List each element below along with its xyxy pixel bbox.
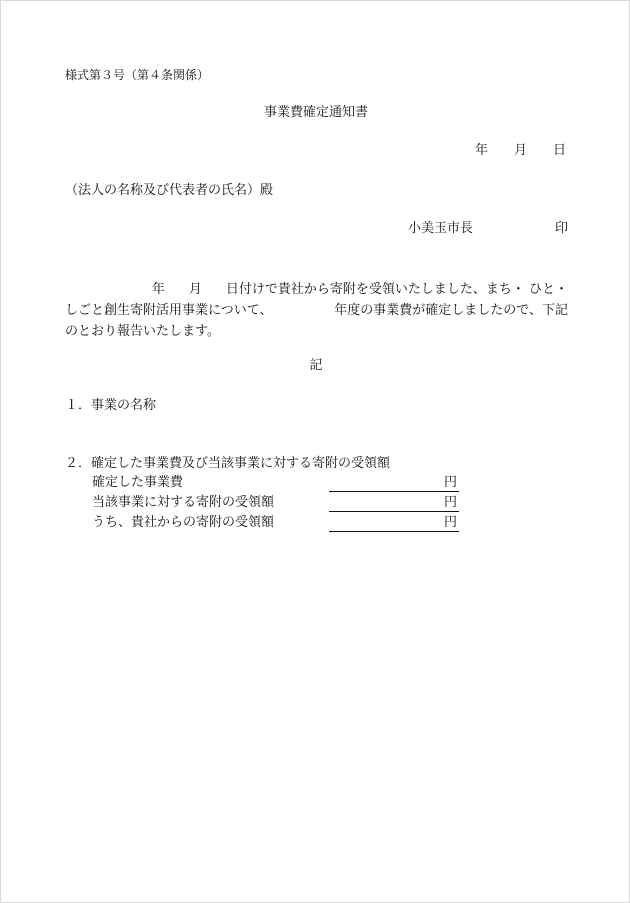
body-line-2-text-a: しごと創生寄附活用事業について、	[65, 303, 273, 318]
item-project-name: １．事業の名称	[65, 398, 157, 413]
body-year-text: 年	[151, 282, 165, 297]
body-line-1-text: 日付けで貴社から寄附を受領いたしました、まち・ ひと・	[225, 282, 568, 297]
yen-unit: 円	[443, 495, 457, 510]
document-title: 事業費確定通知書	[263, 105, 368, 120]
amount-field-confirmed-cost	[329, 475, 459, 492]
body-paragraph	[65, 279, 568, 342]
subitem-confirmed-cost: 確定した事業費	[92, 475, 184, 490]
amount-field-company-donation	[329, 515, 459, 532]
issuer-name: 小美玉市長	[407, 221, 473, 236]
amount-field-donation-received	[329, 495, 459, 512]
form-number: 様式第３号（第４条関係）	[65, 68, 210, 82]
body-line-1	[65, 279, 568, 300]
subitem-donation-received: 当該事業に対する寄附の受領額	[92, 495, 275, 510]
body-line-2	[65, 300, 568, 321]
body-line-2-text-b: 年度の事業費が確定しましたので、下記	[334, 303, 568, 318]
date-field	[475, 143, 566, 159]
yen-unit: 円	[443, 475, 457, 490]
date-year: 年	[474, 143, 488, 158]
ki-heading: 記	[309, 358, 323, 373]
subitem-company-donation: うち、貴社からの寄附の受領額	[92, 515, 275, 530]
seal-mark: 印	[554, 221, 568, 236]
date-day: 日	[552, 143, 566, 158]
body-line-3: のとおり報告いたします。	[65, 324, 220, 339]
date-month: 月	[513, 143, 527, 158]
body-month-text: 月	[188, 282, 202, 297]
item-confirmed-cost: ２．確定した事業費及び当該事業に対する寄附の受領額	[65, 456, 391, 471]
issuer	[1, 221, 568, 237]
yen-unit: 円	[443, 515, 457, 530]
addressee: （法人の名称及び代表者の氏名）殿	[65, 183, 274, 198]
